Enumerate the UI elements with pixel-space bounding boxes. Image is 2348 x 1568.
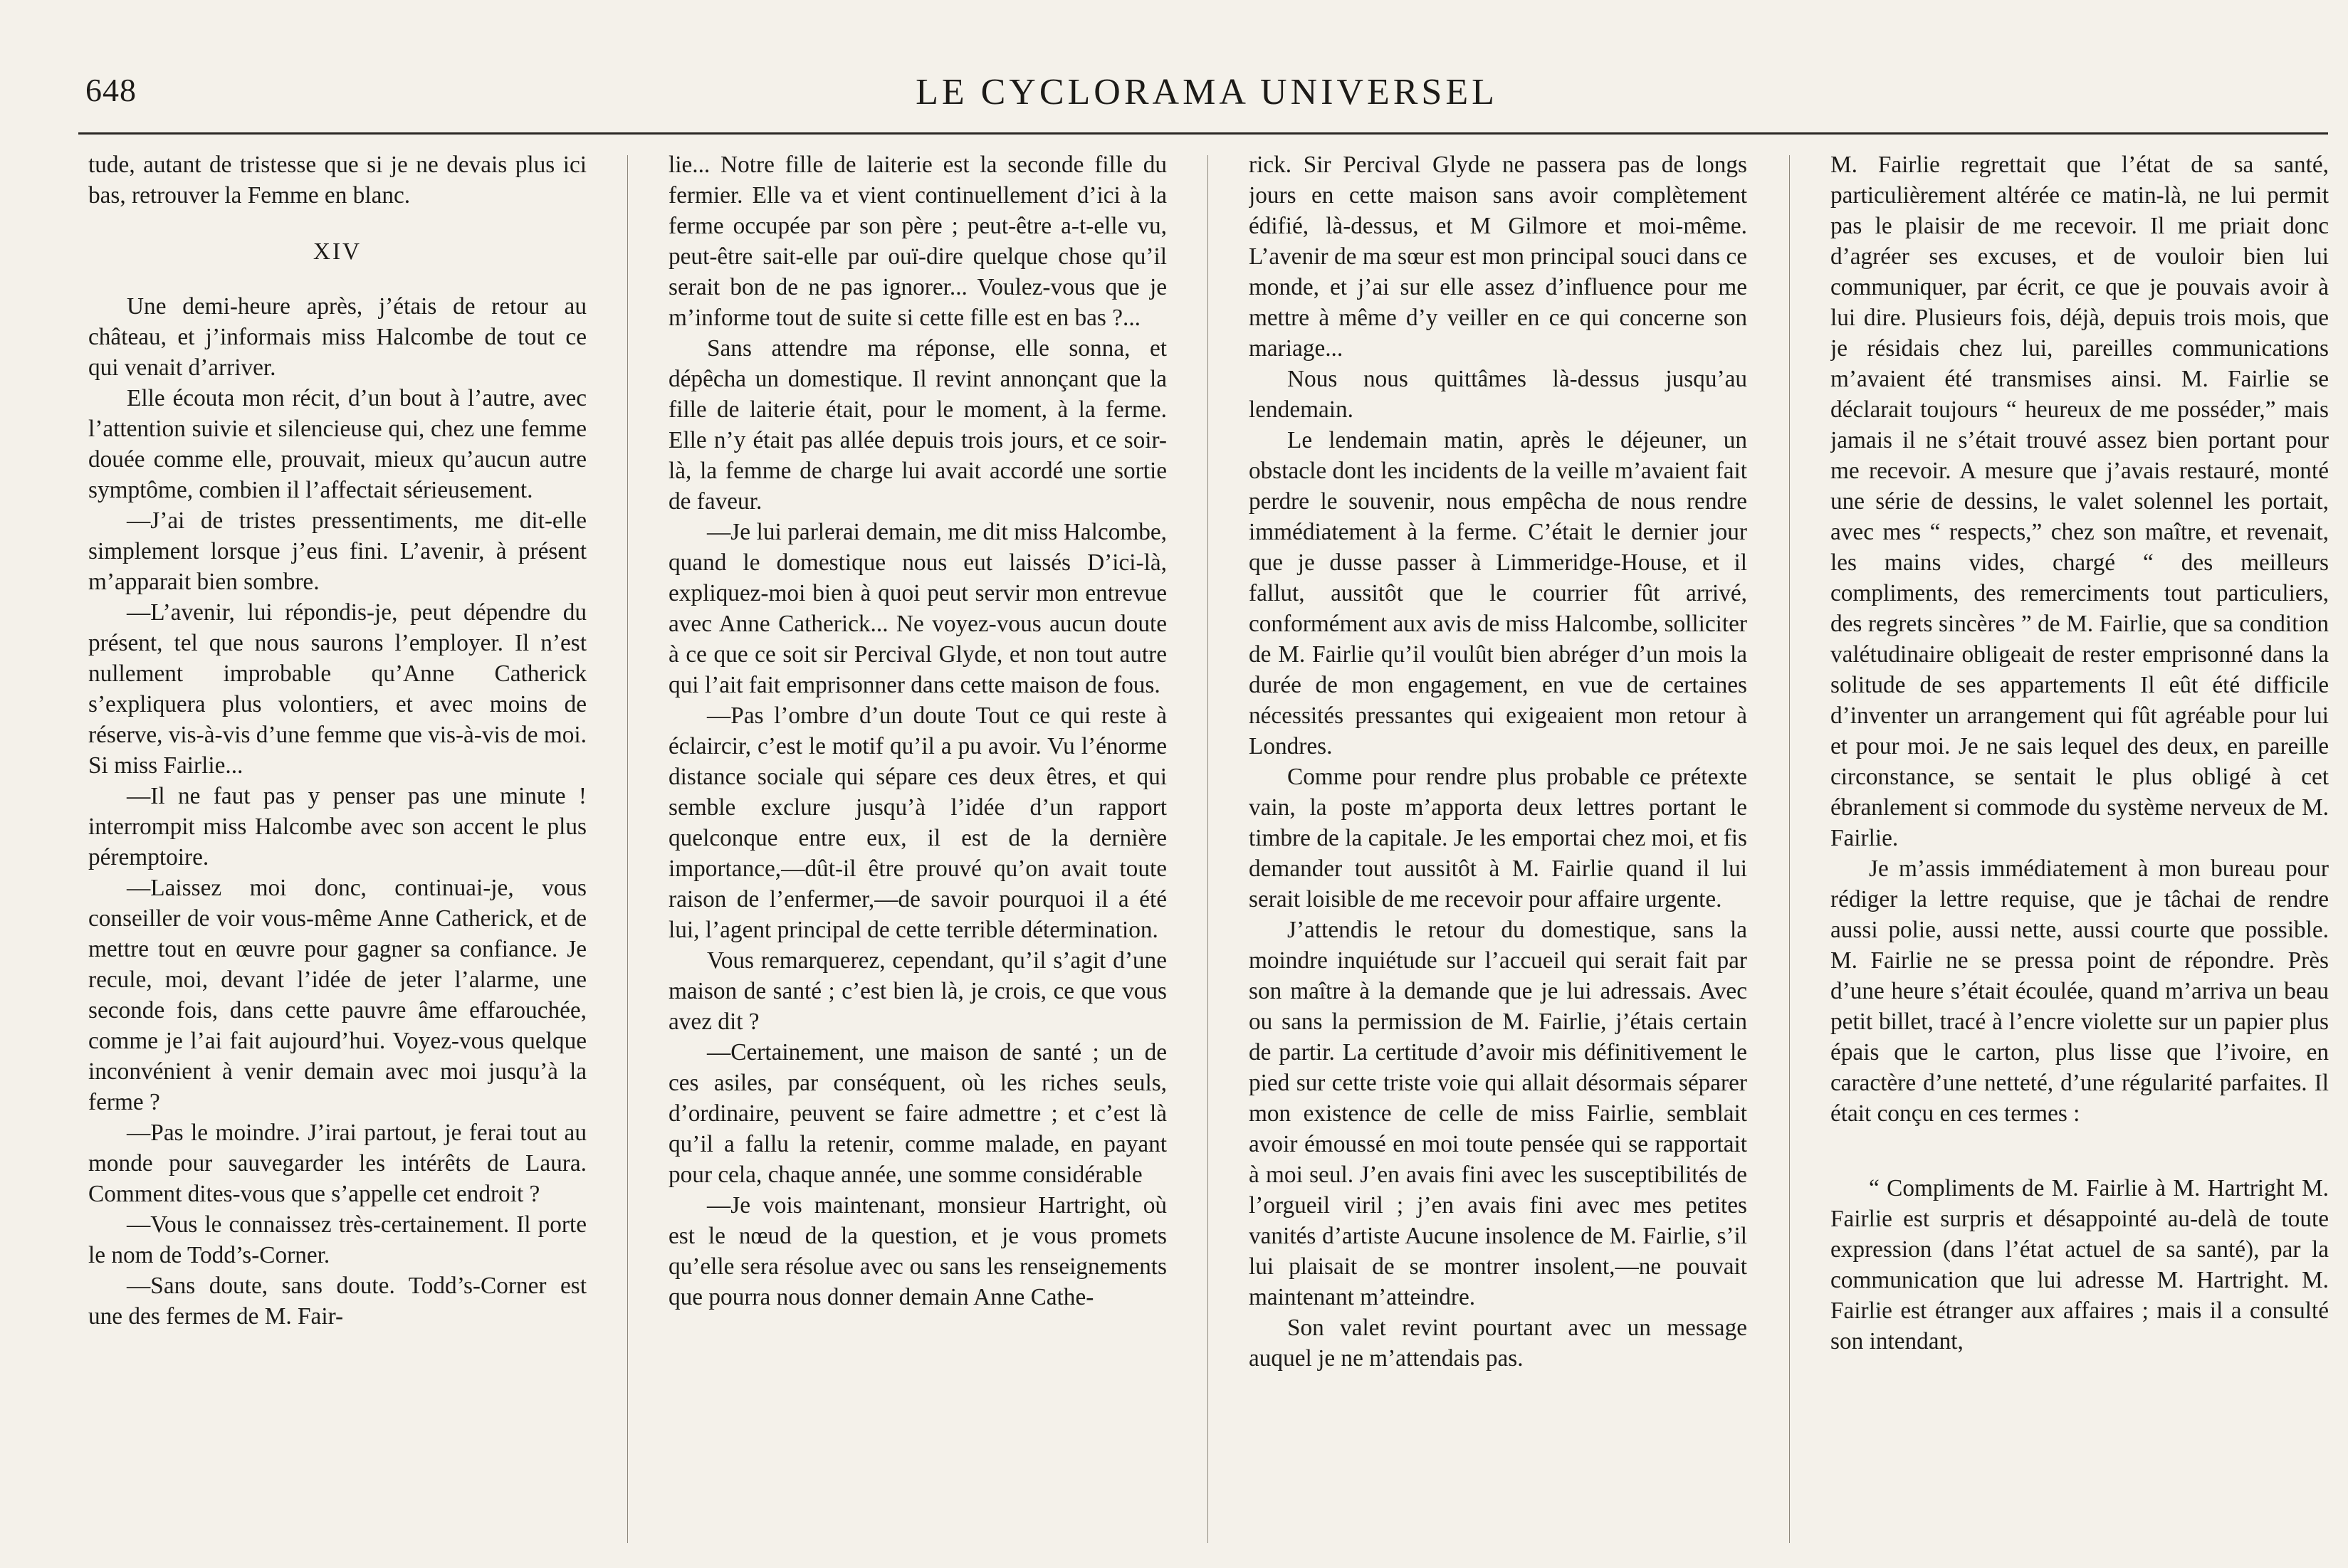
paragraph: —Sans doute, sans doute. Todd’s-Corner est une des fermes de M. Fair-: [88, 1273, 587, 1330]
column-3: [1249, 149, 1747, 1559]
paragraph-gap: [1830, 1129, 2329, 1173]
paragraph: —Il ne faut pas y penser pas une minute ! interrompit miss Halcombe avec son accent le plus péremptoire.: [88, 783, 587, 870]
paragraph: Je m’assis immédiatement à mon bureau pour rédiger la lettre requise, que je tâchai de rendre aussi polie, aussi nette, aussi courte que possible. M. Fairlie ne se pressa point de répondre. Près d’une heure s’était écoulée, quand m’arriva un beau petit billet, tracé à l’encre violette sur un papier plus épais que le carton, plus lisse que l’ivoire, en caractère d’une netteté, d’une régularité parfaites. Il était conçu en ces termes :: [1830, 856, 2329, 1127]
paragraph: Une demi-heure après, j’étais de retour au château, et j’informais miss Halcombe de tout ce qui venait d’arriver.: [88, 293, 587, 381]
paragraph: —Je vois maintenant, monsieur Hartright, où est le nœud de la question, et je vous promets qu’elle sera résolue avec ou sans les renseignements que pourra nous donner demain Anne Cathe-: [669, 1192, 1167, 1310]
paragraph: —Certainement, une maison de santé ; un de ces asiles, par conséquent, où les riches seuls, d’ordinaire, peuvent se faire admettre ; et c’est là qu’il a fallu la retenir, comme malade, en payant pour cela, chaque année, une somme considérable: [669, 1039, 1167, 1188]
column-1: [88, 149, 587, 1559]
header-rule: [78, 132, 2328, 135]
column-2: [669, 149, 1167, 1559]
paragraph: Vous remarquerez, cependant, qu’il s’agit d’une maison de santé ; c’est bien là, je crois, ce que vous avez dit ?: [669, 947, 1167, 1035]
column-divider: [1207, 155, 1208, 1543]
paragraph: —Vous le connaissez très-certainement. Il porte le nom de Todd’s-Corner.: [88, 1211, 587, 1268]
paragraph: —Pas le moindre. J’irai partout, je ferai tout au monde pour sauvegarder les intérêts de Laura. Comment dites-vous que s’appelle cet endroit ?: [88, 1120, 587, 1207]
paragraph: M. Fairlie regrettait que l’état de sa santé, particulièrement altérée ce matin-là, ne lui permit pas le plaisir de me recevoir. Il me priait donc d’agréer ses excuses, et de vouloir bien lui communiquer, par écrit, ce que je pouvais avoir à lui dire. Plusieurs fois, déjà, depuis trois mois, que je résidais chez lui, pareilles communications m’avaient été transmises ainsi. M. Fairlie se déclarait toujours “ heureux de me posséder,” mais jamais il ne s’était trouvé assez bien portant pour me recevoir. A mesure que j’avais restauré, monté une série de dessins, le valet solennel les portait, avec mes “ respects,” chez son maître, et revenait, les mains vides, chargé “ des meilleurs compliments, des remerciments tout particuliers, des regrets sincères ” de M. Fairlie, que sa condition valétudinaire obligeait de rester emprisonné dans la solitude de ses appartements Il eût été difficile d’inventer un arrangement qui fût agréable pour lui et pour moi. Je ne sais lequel des deux, en pareille circonstance, se sentait le plus obligé à cet ébranlement si commode du système nerveux de M. Fairlie.: [1830, 152, 2329, 851]
paragraph: Elle écouta mon récit, d’un bout à l’autre, avec l’attention suivie et silencieuse qui, chez une femme douée comme elle, prouvait, mieux qu’aucun autre symptôme, combien il l’affectait sérieusement.: [88, 385, 587, 503]
column-divider: [1789, 155, 1790, 1543]
paragraph: Le lendemain matin, après le déjeuner, un obstacle dont les incidents de la veille m’avaient fait perdre le souvenir, nous empêcha de nous rendre immédiatement à la ferme. C’était le dernier jour que je dusse passer à Limmeridge-House, et il fallut, aussitôt que le courrier fût arrivé, conformément aux avis de miss Halcombe, solliciter de M. Fairlie qu’il voulût bien abréger d’un mois la durée de mon engagement, en vue de certaines nécessités pressantes qui exigeaient mon retour à Londres.: [1249, 427, 1747, 759]
paragraph: —Je lui parlerai demain, me dit miss Halcombe, quand le domestique nous eut laissés D’ici-là, expliquez-moi bien à quoi peut servir mon entrevue avec Anne Catherick... Ne voyez-vous aucun doute à ce que ce soit sir Percival Glyde, et non tout autre qui l’ait fait emprisonner dans cette maison de fous.: [669, 519, 1167, 698]
paragraph: Son valet revint pourtant avec un message auquel je ne m’attendais pas.: [1249, 1315, 1747, 1372]
paragraph: —Pas l’ombre d’un doute Tout ce qui reste à éclaircir, c’est le motif qu’il a pu avoir. Vu l’énorme distance sociale qui sépare ces deux êtres, et qui semble exclure jusqu’à l’idée d’un rapport quelconque entre eux, il est de la dernière importance,—dût-il être prouvé qu’on avait toute raison de l’enfermer,—de savoir pourquoi il a été lui, l’agent principal de cette terrible détermination.: [669, 703, 1167, 943]
paragraph: lie... Notre fille de laiterie est la seconde fille du fermier. Elle va et vient continuellement d’ici à la ferme occupée par son père ; peut-être a-t-elle vu, peut-être sait-elle par ouï-dire quelque chose qu’il serait bon de ne pas ignorer... Voulez-vous que je m’informe tout de suite si cette fille est en bas ?...: [669, 152, 1167, 331]
paragraph: Nous nous quittâmes là-dessus jusqu’au lendemain.: [1249, 366, 1747, 423]
paragraph: “ Compliments de M. Fairlie à M. Hartright M. Fairlie est surpris et désappointé au-delà de toute expression (dans l’état actuel de sa santé), par la communication que lui adresse M. Hartright. M. Fairlie est étranger aux affaires ; mais il a consulté son intendant,: [1830, 1175, 2329, 1354]
text-columns: [88, 149, 2331, 1559]
running-title: LE CYCLORAMA UNIVERSEL: [916, 72, 1498, 112]
column-4: [1830, 149, 2329, 1559]
paragraph: rick. Sir Percival Glyde ne passera pas de longs jours en cette maison sans avoir complètement édifié, là-dessus, et M Gilmore et moi-même. L’avenir de ma sœur est mon principal souci dans ce monde, et j’ai sur elle assez d’influence pour me mettre à même d’y veiller en ce qui concerne son mariage...: [1249, 152, 1747, 362]
paragraph: —J’ai de tristes pressentiments, me dit-elle simplement lorsque j’eus fini. L’avenir, à présent m’apparait bien sombre.: [88, 507, 587, 595]
paragraph: —L’avenir, lui répondis-je, peut dépendre du présent, tel que nous saurons l’employer. Il n’est nullement improbable qu’Anne Catherick s’expliquera plus volontiers, et avec moins de réserve, vis-à-vis d’une femme que vis-à-vis de moi. Si miss Fairlie...: [88, 599, 587, 779]
chapter-heading: XIV: [313, 238, 362, 265]
paragraph: Sans attendre ma réponse, elle sonna, et dépêcha un domestique. Il revint annonçant que la fille de laiterie était, pour le moment, à la ferme. Elle n’y était pas allée depuis trois jours, et ce soir-là, la femme de charge lui avait accordé une sortie de faveur.: [669, 335, 1167, 515]
page-header: [85, 71, 2328, 128]
paragraph: J’attendis le retour du domestique, sans la moindre inquiétude sur l’accueil qui serait fait par son maître à la demande que je lui adressais. Avec ou sans la permission de M. Fairlie, j’étais certain de partir. La certitude d’avoir mis définitivement le pied sur cette triste voie qui allait désormais séparer mon existence de celle de miss Fairlie, semblait avoir émoussé en moi toute pensée qui se rapportait à moi seul. J’en avais fini avec les susceptibilités de l’orgueil viril ; j’en avais fini avec mes petites vanités d’artiste Aucune insolence de M. Fairlie, s’il lui plaisait de se montrer insolent,—ne pouvait maintenant m’atteindre.: [1249, 917, 1747, 1310]
paragraph: Comme pour rendre plus probable ce prétexte vain, la poste m’apporta deux lettres portant le timbre de la capitale. Je les emportai chez moi, et fis demander tout aussitôt à M. Fairlie quand il lui serait loisible de me recevoir pour affaire urgente.: [1249, 764, 1747, 912]
paragraph: tude, autant de tristesse que si je ne devais plus ici bas, retrouver la Femme en blanc.: [88, 152, 587, 209]
column-divider: [627, 155, 628, 1543]
page-number: 648: [85, 72, 137, 108]
paragraph: —Laissez moi donc, continuai-je, vous conseiller de voir vous-même Anne Catherick, et de mettre tout en œuvre pour gagner sa confiance. Je recule, moi, devant l’idée de jeter l’alarme, une seconde fois, dans cette pauvre âme effarouchée, comme je l’ai fait aujourd’hui. Voyez-vous quelque inconvénient à venir demain avec moi jusqu’à la ferme ?: [88, 875, 587, 1115]
